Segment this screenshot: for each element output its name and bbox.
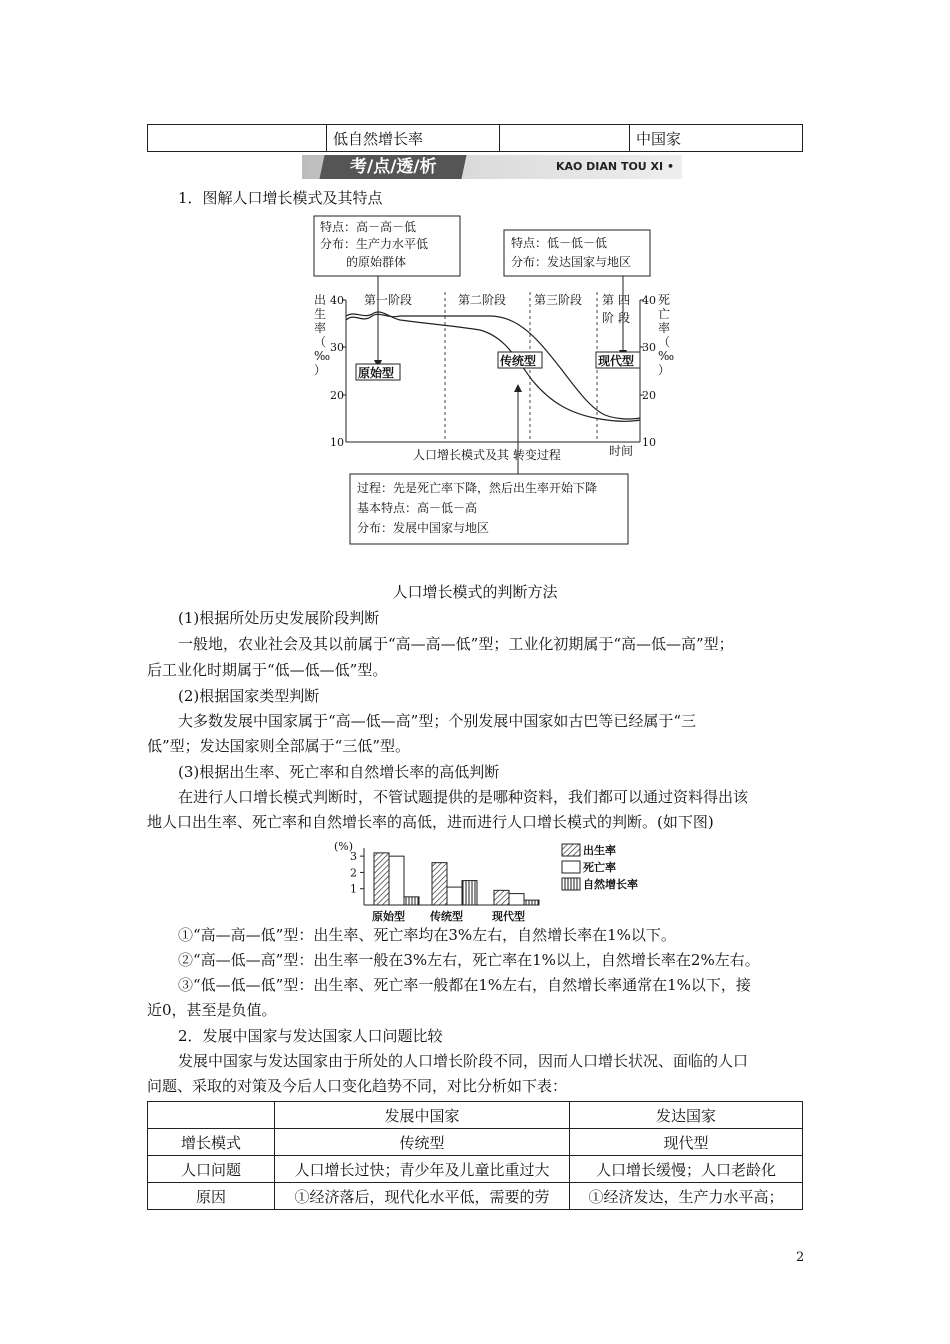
box-traditional-line-3: 分布：发展中国家与地区 (357, 521, 490, 535)
top-cell-3 (500, 125, 630, 152)
method-p1-head: (1)根据所处历史发展阶段判断 (178, 609, 380, 627)
table-header-cell: 发达国家 (570, 1102, 803, 1129)
table-cell: 增长模式 (148, 1129, 275, 1156)
table-header-cell: 发展中国家 (275, 1102, 570, 1129)
right-axis-char-3: 率 (658, 321, 671, 335)
box-primitive-line-2: 分布：生产力水平低 (320, 237, 429, 251)
type-2: ②“高—低—高”型：出生率一般在3%左右，死亡率在1%以上，自然增长率在2%左右。 (178, 951, 760, 969)
left-tick-20: 20 (330, 389, 344, 402)
method-p2-line-2: 低”型；发达国家则全部属于“三低”型。 (147, 737, 411, 755)
bar-ytick-label: 2 (350, 866, 357, 880)
type-3-line-2: 近0，甚至是负值。 (147, 1001, 277, 1019)
box-traditional-line-2: 基本特点：高－低－高 (357, 501, 478, 515)
bar-死亡率 (447, 887, 462, 905)
table-cell: 传统型 (275, 1129, 570, 1156)
label-modern: 现代型 (598, 354, 635, 368)
stage-2: 第二阶段 (458, 293, 507, 307)
bar-ytick-label: 1 (350, 882, 357, 896)
top-table (147, 124, 803, 152)
method-title: 人口增长模式的判断方法 (392, 583, 558, 601)
table-cell: ①经济落后，现代化水平低，需要的劳 (275, 1183, 570, 1210)
stage-3: 第三阶段 (534, 293, 583, 307)
top-cell-1 (148, 125, 327, 152)
diagram-caption: 人口增长模式及其 转变过程 (413, 448, 561, 462)
right-axis-char-4: （ (658, 335, 671, 349)
right-axis-char-2: 亡 (658, 307, 671, 321)
method-p1-line-2: 后工业化时期属于“低—低—低”型。 (147, 661, 388, 679)
type-1: ①“高—高—低”型：出生率、死亡率均在3%左右，自然增长率在1%以下。 (178, 926, 676, 944)
stage-4-char-3: 阶 (602, 311, 615, 325)
left-axis-char-3: 率 (314, 321, 327, 335)
banner-title: 考/点/透/析 (349, 157, 437, 177)
method-p1-line-1: 一般地，农业社会及其以前属于“高—高—低”型；工业化初期属于“高—低—高”型； (178, 635, 734, 653)
table-cell: 人口增长过快；青少年及儿童比重过大 (275, 1156, 570, 1183)
bar-category-label: 传统型 (430, 910, 463, 923)
section1-heading: 1．图解人口增长模式及其特点 (178, 189, 383, 207)
top-cell-4: 中国家 (630, 125, 803, 152)
growth-rate-bar-chart (330, 838, 660, 922)
table-cell: ①经济发达，生产力水平高； (570, 1183, 803, 1210)
label-traditional: 传统型 (500, 354, 537, 368)
legend-swatch (562, 878, 580, 890)
table-cell: 原因 (148, 1183, 275, 1210)
right-axis-char-6: ） (658, 363, 671, 377)
bar-ylabel: (%) (334, 840, 354, 853)
table-row (148, 1183, 803, 1210)
bar-自然增长率 (524, 900, 539, 905)
left-axis-char-6: ） (314, 363, 327, 377)
page-number: 2 (796, 1250, 805, 1265)
table-cell: 现代型 (570, 1129, 803, 1156)
label-primitive: 原始型 (358, 366, 395, 380)
right-tick-10: 10 (642, 436, 656, 449)
bar-category-label: 现代型 (492, 910, 525, 923)
box-traditional-line-1: 过程：先是死亡率下降，然后出生率开始下降 (357, 481, 598, 495)
left-axis-char-5: ‰ (314, 349, 331, 363)
left-tick-10: 10 (330, 436, 344, 449)
legend-swatch (562, 844, 580, 856)
method-p3-line-2: 地人口出生率、死亡率和自然增长率的高低，进而进行人口增长模式的判断。(如下图) (147, 813, 714, 831)
table-cell: 人口增长缓慢；人口老龄化 (570, 1156, 803, 1183)
bar-ytick-label: 3 (350, 850, 357, 864)
bar-自然增长率 (404, 897, 419, 905)
method-p3-line-1: 在进行人口增长模式判断时，不管试题提供的是哪种资料，我们都可以通过资料得出该 (178, 788, 749, 806)
section2-heading: 2．发展中国家与发达国家人口问题比较 (178, 1027, 443, 1045)
box-primitive-line-1: 特点：高－高－低 (320, 220, 417, 234)
right-axis-char-5: ‰ (658, 349, 675, 363)
comparison-table (147, 1101, 803, 1210)
left-axis-char-2: 生 (314, 307, 327, 321)
box-modern-line-1: 特点：低－低－低 (511, 236, 608, 250)
section2-line-1: 发展中国家与发达国家由于所处的人口增长阶段不同，因而人口增长状况、面临的人口 (178, 1052, 749, 1070)
box-modern-line-2: 分布：发达国家与地区 (511, 255, 632, 269)
bar-自然增长率 (462, 881, 477, 905)
section-banner (302, 155, 682, 179)
legend-label: 自然增长率 (583, 878, 638, 891)
stage-1: 第一阶段 (364, 293, 413, 307)
top-cell-2: 低自然增长率 (327, 125, 500, 152)
box-primitive-line-3: 的原始群体 (346, 255, 407, 269)
bar-出生率 (432, 863, 447, 905)
legend-label: 出生率 (583, 844, 616, 857)
left-axis-char-1: 出 (314, 293, 327, 307)
legend-swatch (562, 861, 580, 873)
bar-死亡率 (389, 856, 404, 905)
legend-label: 死亡率 (583, 861, 616, 874)
table-row (148, 1129, 803, 1156)
table-cell: 人口问题 (148, 1156, 275, 1183)
bar-出生率 (374, 853, 389, 905)
table-header-cell (148, 1102, 275, 1129)
method-p2-line-1: 大多数发展中国家属于“高—低—高”型；个别发展中国家如古巴等已经属于“三 (178, 712, 697, 730)
table-row (148, 1156, 803, 1183)
bar-出生率 (494, 890, 509, 905)
stage-4-char-4: 段 (618, 311, 631, 325)
left-tick-40: 40 (330, 294, 344, 307)
stage-4-char-2: 四 (618, 293, 631, 307)
stage-4-char-1: 第 (602, 293, 615, 307)
left-tick-30: 30 (330, 341, 344, 354)
population-transition-diagram (300, 212, 675, 547)
right-tick-30: 30 (642, 341, 656, 354)
table-header-row (148, 1102, 803, 1129)
type-3-line-1: ③“低—低—低”型：出生率、死亡率一般都在1%左右，自然增长率通常在1%以下，接 (178, 976, 751, 994)
banner-en: KAO DIAN TOU XI • (555, 160, 674, 173)
right-tick-40: 40 (642, 294, 656, 307)
method-p3-head: (3)根据出生率、死亡率和自然增长率的高低判断 (178, 763, 500, 781)
right-tick-20: 20 (642, 389, 656, 402)
time-label: 时间 (609, 444, 634, 458)
section2-line-2: 问题、采取的对策及今后人口变化趋势不同，对比分析如下表： (147, 1077, 568, 1095)
method-p2-head: (2)根据国家类型判断 (178, 687, 320, 705)
bar-category-label: 原始型 (372, 910, 405, 923)
left-axis-char-4: （ (314, 335, 327, 349)
right-axis-char-1: 死 (658, 293, 671, 307)
bar-死亡率 (509, 894, 524, 905)
